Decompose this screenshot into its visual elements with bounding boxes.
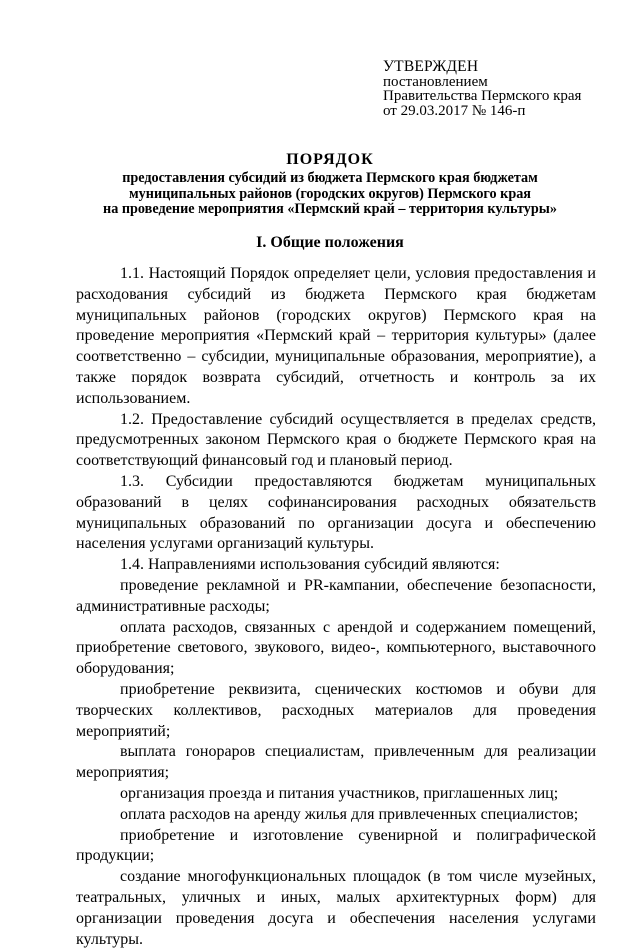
document-subtitle — [60, 171, 600, 218]
approval-stamp — [383, 60, 623, 118]
section-title: I. Общие положения — [256, 234, 404, 251]
list-item: приобретение и изготовление сувенирной и полиграфической продукции; — [76, 826, 596, 865]
paragraph-1-2: 1.2. Предоставление субсидий осуществляется в пределах средств, предусмотренных законом Пермского края о бюджете Пермского края на соответствующий финансовый год и плановый период. — [76, 410, 596, 470]
approval-line: постановлением — [383, 73, 488, 90]
list-item: оплата расходов, связанных с арендой и содержанием помещений, приобретение светового, звукового, видео-, компьютерного, выставочного оборудования; — [76, 618, 596, 678]
approval-line: от 29.03.2017 № 146-п — [383, 102, 526, 119]
list-item: выплата гонораров специалистам, привлеченным для реализации мероприятия; — [76, 743, 596, 782]
document-title: ПОРЯДОК — [286, 151, 374, 168]
paragraph-1-4: 1.4. Направлениями использования субсидий являются: — [120, 556, 500, 574]
list-item: проведение рекламной и PR-кампании, обеспечение безопасности, административные расходы; — [76, 576, 596, 615]
subtitle-line: предоставления субсидий из бюджета Пермского края бюджетам — [122, 170, 538, 186]
paragraph-1-1: 1.1. Настоящий Порядок определяет цели, условия предоставления и расходования субсидий из бюджета Пермского края бюджетам муниципальных районов (городских округов) Пермского края на проведение мероприятия «Пермский край – территория культуры» (далее соответственно – субсидии, муниципальные образования, мероприятие), а также порядок возврата субсидий, отчетность и контроль за их использованием. — [76, 265, 596, 407]
list-item: организация проезда и питания участников, приглашенных лиц; — [120, 784, 559, 802]
section-body — [76, 264, 596, 950]
list-item: создание многофункциональных площадок (в том числе музейных, театральных, уличных и иных, малых архитектурных форм) для организации проведения досуга и обеспечения населения услугами культуры. — [76, 868, 596, 948]
paragraph-1-3: 1.3. Субсидии предоставляются бюджетам муниципальных образований в целях софинансирования расходных обязательств муниципальных образований по организации досуга и обеспечению населения услугами организаций культуры. — [76, 472, 596, 553]
list-item: приобретение реквизита, сценических костюмов и обуви для творческих коллективов, расходных материалов для проведения мероприятий; — [76, 680, 596, 740]
subtitle-line: муниципальных районов (городских округов) Пермского края — [129, 185, 531, 202]
list-item: оплата расходов на аренду жилья для привлеченных специалистов; — [120, 805, 579, 823]
subtitle-line: на проведение мероприятия «Пермский край – территория культуры» — [103, 201, 557, 217]
approval-line: Правительства Пермского края — [383, 88, 582, 104]
approval-title: УТВЕРЖДЕН — [383, 58, 479, 75]
